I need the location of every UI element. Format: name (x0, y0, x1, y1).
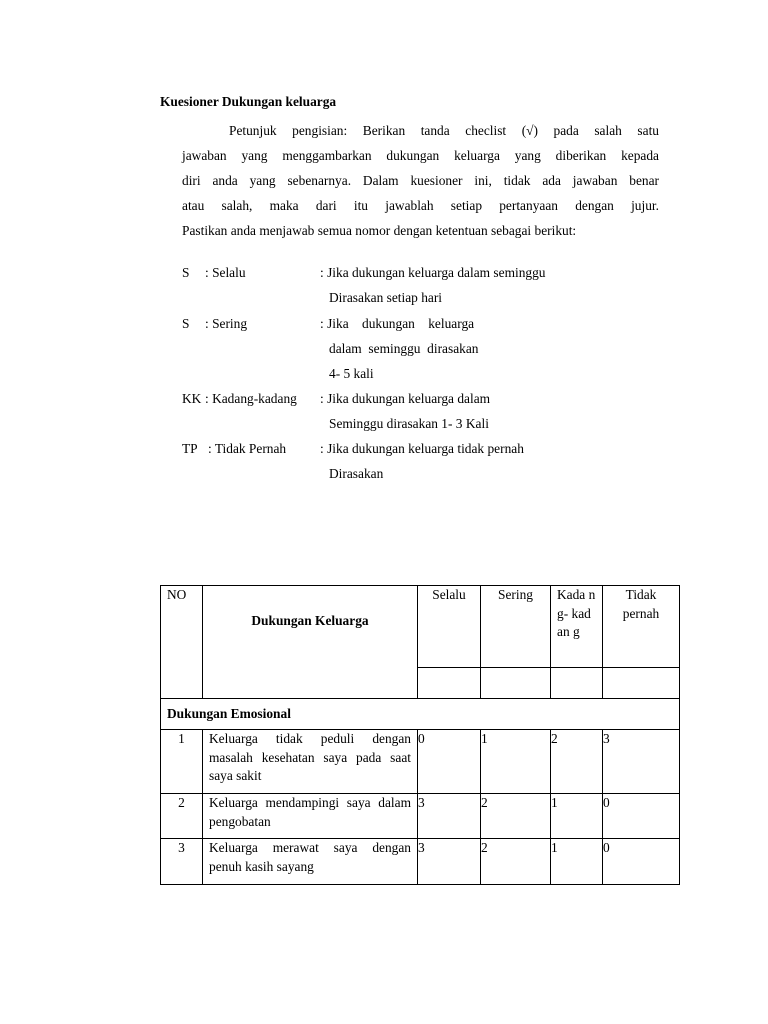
score-tidak[interactable]: 3 (603, 730, 680, 794)
instructions-line: diri anda yang sebenarnya. Dalam kuesioner ini, tidak ada jawaban benar (182, 173, 659, 188)
row-number: 1 (161, 730, 203, 794)
header-statement: Dukungan Keluarga (203, 586, 418, 699)
blank-cell (551, 668, 603, 699)
blank-cell (603, 668, 680, 699)
document-title: Kuesioner Dukungan keluarga (160, 94, 337, 109)
instructions-line: atau salah, maka dari itu jawablah setiap pertanyaan dengan jujur. (182, 198, 659, 213)
legend-code: TP (182, 441, 198, 456)
score-tidak[interactable]: 0 (603, 794, 680, 839)
table-row (161, 730, 680, 794)
table-row (161, 794, 680, 839)
instructions-paragraph (182, 118, 659, 243)
score-kadang[interactable]: 2 (551, 730, 603, 794)
row-number: 3 (161, 839, 203, 885)
legend-label: : Sering (205, 316, 248, 331)
legend-desc: : Jika dukungan keluarga dalam (320, 391, 491, 406)
legend-code: S (182, 265, 190, 280)
legend-desc: dalam seminggu dirasakan (329, 341, 479, 356)
legend-code: KK (182, 391, 202, 406)
instructions-line: jawaban yang menggambarkan dukungan keluarga yang diberikan kepada (182, 148, 659, 163)
legend-desc: : Jika dukungan keluarga dalam seminggu (320, 265, 546, 280)
header-sering: Sering (481, 586, 551, 668)
score-kadang[interactable]: 1 (551, 794, 603, 839)
score-sering[interactable]: 2 (481, 794, 551, 839)
score-selalu[interactable]: 3 (418, 794, 481, 839)
instructions-line: Pastikan anda menjawab semua nomor dengan ketentuan sebagai berikut: (182, 223, 577, 238)
legend-desc: Seminggu dirasakan 1- 3 Kali (329, 416, 489, 431)
legend-label: : Tidak Pernah (208, 441, 287, 456)
score-sering[interactable]: 2 (481, 839, 551, 885)
header-no: NO (161, 586, 203, 699)
table-row (161, 839, 680, 885)
table-header-row (161, 586, 680, 668)
row-statement: Keluarga tidak peduli dengan masalah kesehatan saya pada saat saya sakit (203, 730, 418, 794)
legend-code: S (182, 316, 190, 331)
legend-desc: : Jika dukungan keluarga tidak pernah (320, 441, 524, 456)
blank-cell (418, 668, 481, 699)
instructions-line: Petunjuk pengisian: Berikan tanda checlist (√) pada salah satu (229, 123, 659, 138)
legend-desc: Dirasakan setiap hari (329, 290, 443, 305)
row-number: 2 (161, 794, 203, 839)
score-sering[interactable]: 1 (481, 730, 551, 794)
score-selalu[interactable]: 0 (418, 730, 481, 794)
row-statement: Keluarga merawat saya dengan penuh kasih sayang (203, 839, 418, 885)
score-tidak[interactable]: 0 (603, 839, 680, 885)
legend-label: : Kadang-kadang (205, 391, 297, 406)
legend-label: : Selalu (205, 265, 246, 280)
legend-desc: Dirasakan (329, 466, 384, 481)
section-row (161, 699, 680, 730)
row-statement: Keluarga mendampingi saya dalam pengobatan (203, 794, 418, 839)
questionnaire-table (160, 585, 680, 885)
header-kadang: Kada ng- kadan g (551, 586, 603, 668)
section-title: Dukungan Emosional (161, 699, 680, 730)
score-kadang[interactable]: 1 (551, 839, 603, 885)
header-selalu: Selalu (418, 586, 481, 668)
score-selalu[interactable]: 3 (418, 839, 481, 885)
legend-desc: 4- 5 kali (329, 366, 374, 381)
blank-cell (481, 668, 551, 699)
header-tidak: Tidak pernah (603, 586, 680, 668)
legend-desc: : Jika dukungan keluarga (320, 316, 475, 331)
